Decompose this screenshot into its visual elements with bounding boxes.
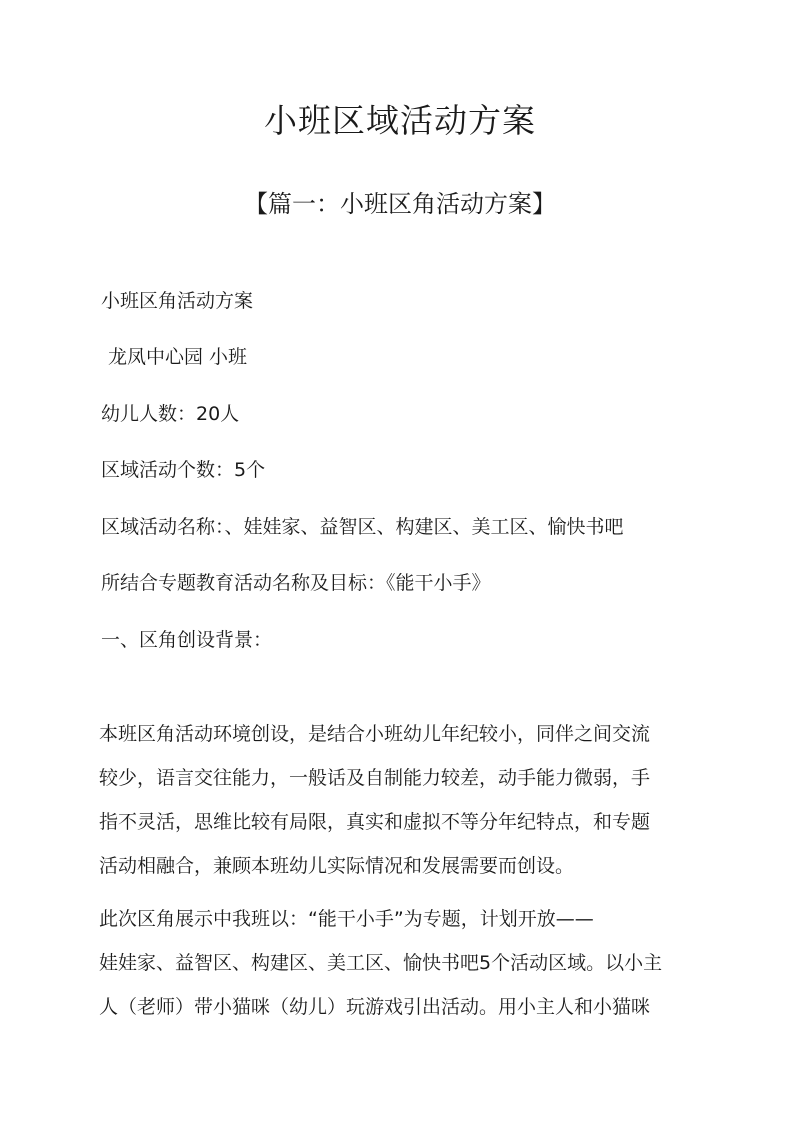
class-name: 龙凤中心园 小班	[108, 346, 248, 368]
plan-name: 小班区角活动方案	[101, 290, 254, 312]
paragraph-line: 人（老师）带小猫咪（幼儿）玩游戏引出活动。用小主人和小猫咪	[99, 996, 651, 1018]
paragraph-background	[99, 712, 699, 888]
area-names: 区域活动名称：、娃娃家、益智区、构建区、美工区、愉快书吧	[101, 516, 624, 538]
paragraph-plan	[99, 897, 699, 1029]
paragraph-line: 活动相融合，兼顾本班幼儿实际情况和发展需要而创设。	[99, 855, 575, 877]
paragraph-line: 娃娃家、益智区、构建区、美工区、愉快书吧5个活动区域。以小主	[99, 952, 663, 974]
document-subtitle: 【篇一：小班区角活动方案】	[244, 190, 556, 218]
paragraph-line: 此次区角展示中我班以：“能干小手”为专题，计划开放——	[99, 908, 594, 930]
children-count: 幼儿人数：20人	[101, 403, 240, 425]
theme-line: 所结合专题教育活动名称及目标：《能干小手》	[101, 572, 491, 594]
area-count: 区域活动个数：5个	[101, 459, 266, 481]
section-heading: 一、区角创设背景：	[101, 629, 273, 651]
paragraph-line: 本班区角活动环境创设，是结合小班幼儿年纪较小，同伴之间交流	[99, 723, 651, 745]
document-title: 小班区域活动方案	[264, 101, 536, 140]
paragraph-line: 较少，语言交往能力，一般话及自制能力较差，动手能力微弱，手	[99, 767, 651, 789]
paragraph-line: 指不灵活，思维比较有局限，真实和虚拟不等分年纪特点，和专题	[99, 811, 651, 833]
